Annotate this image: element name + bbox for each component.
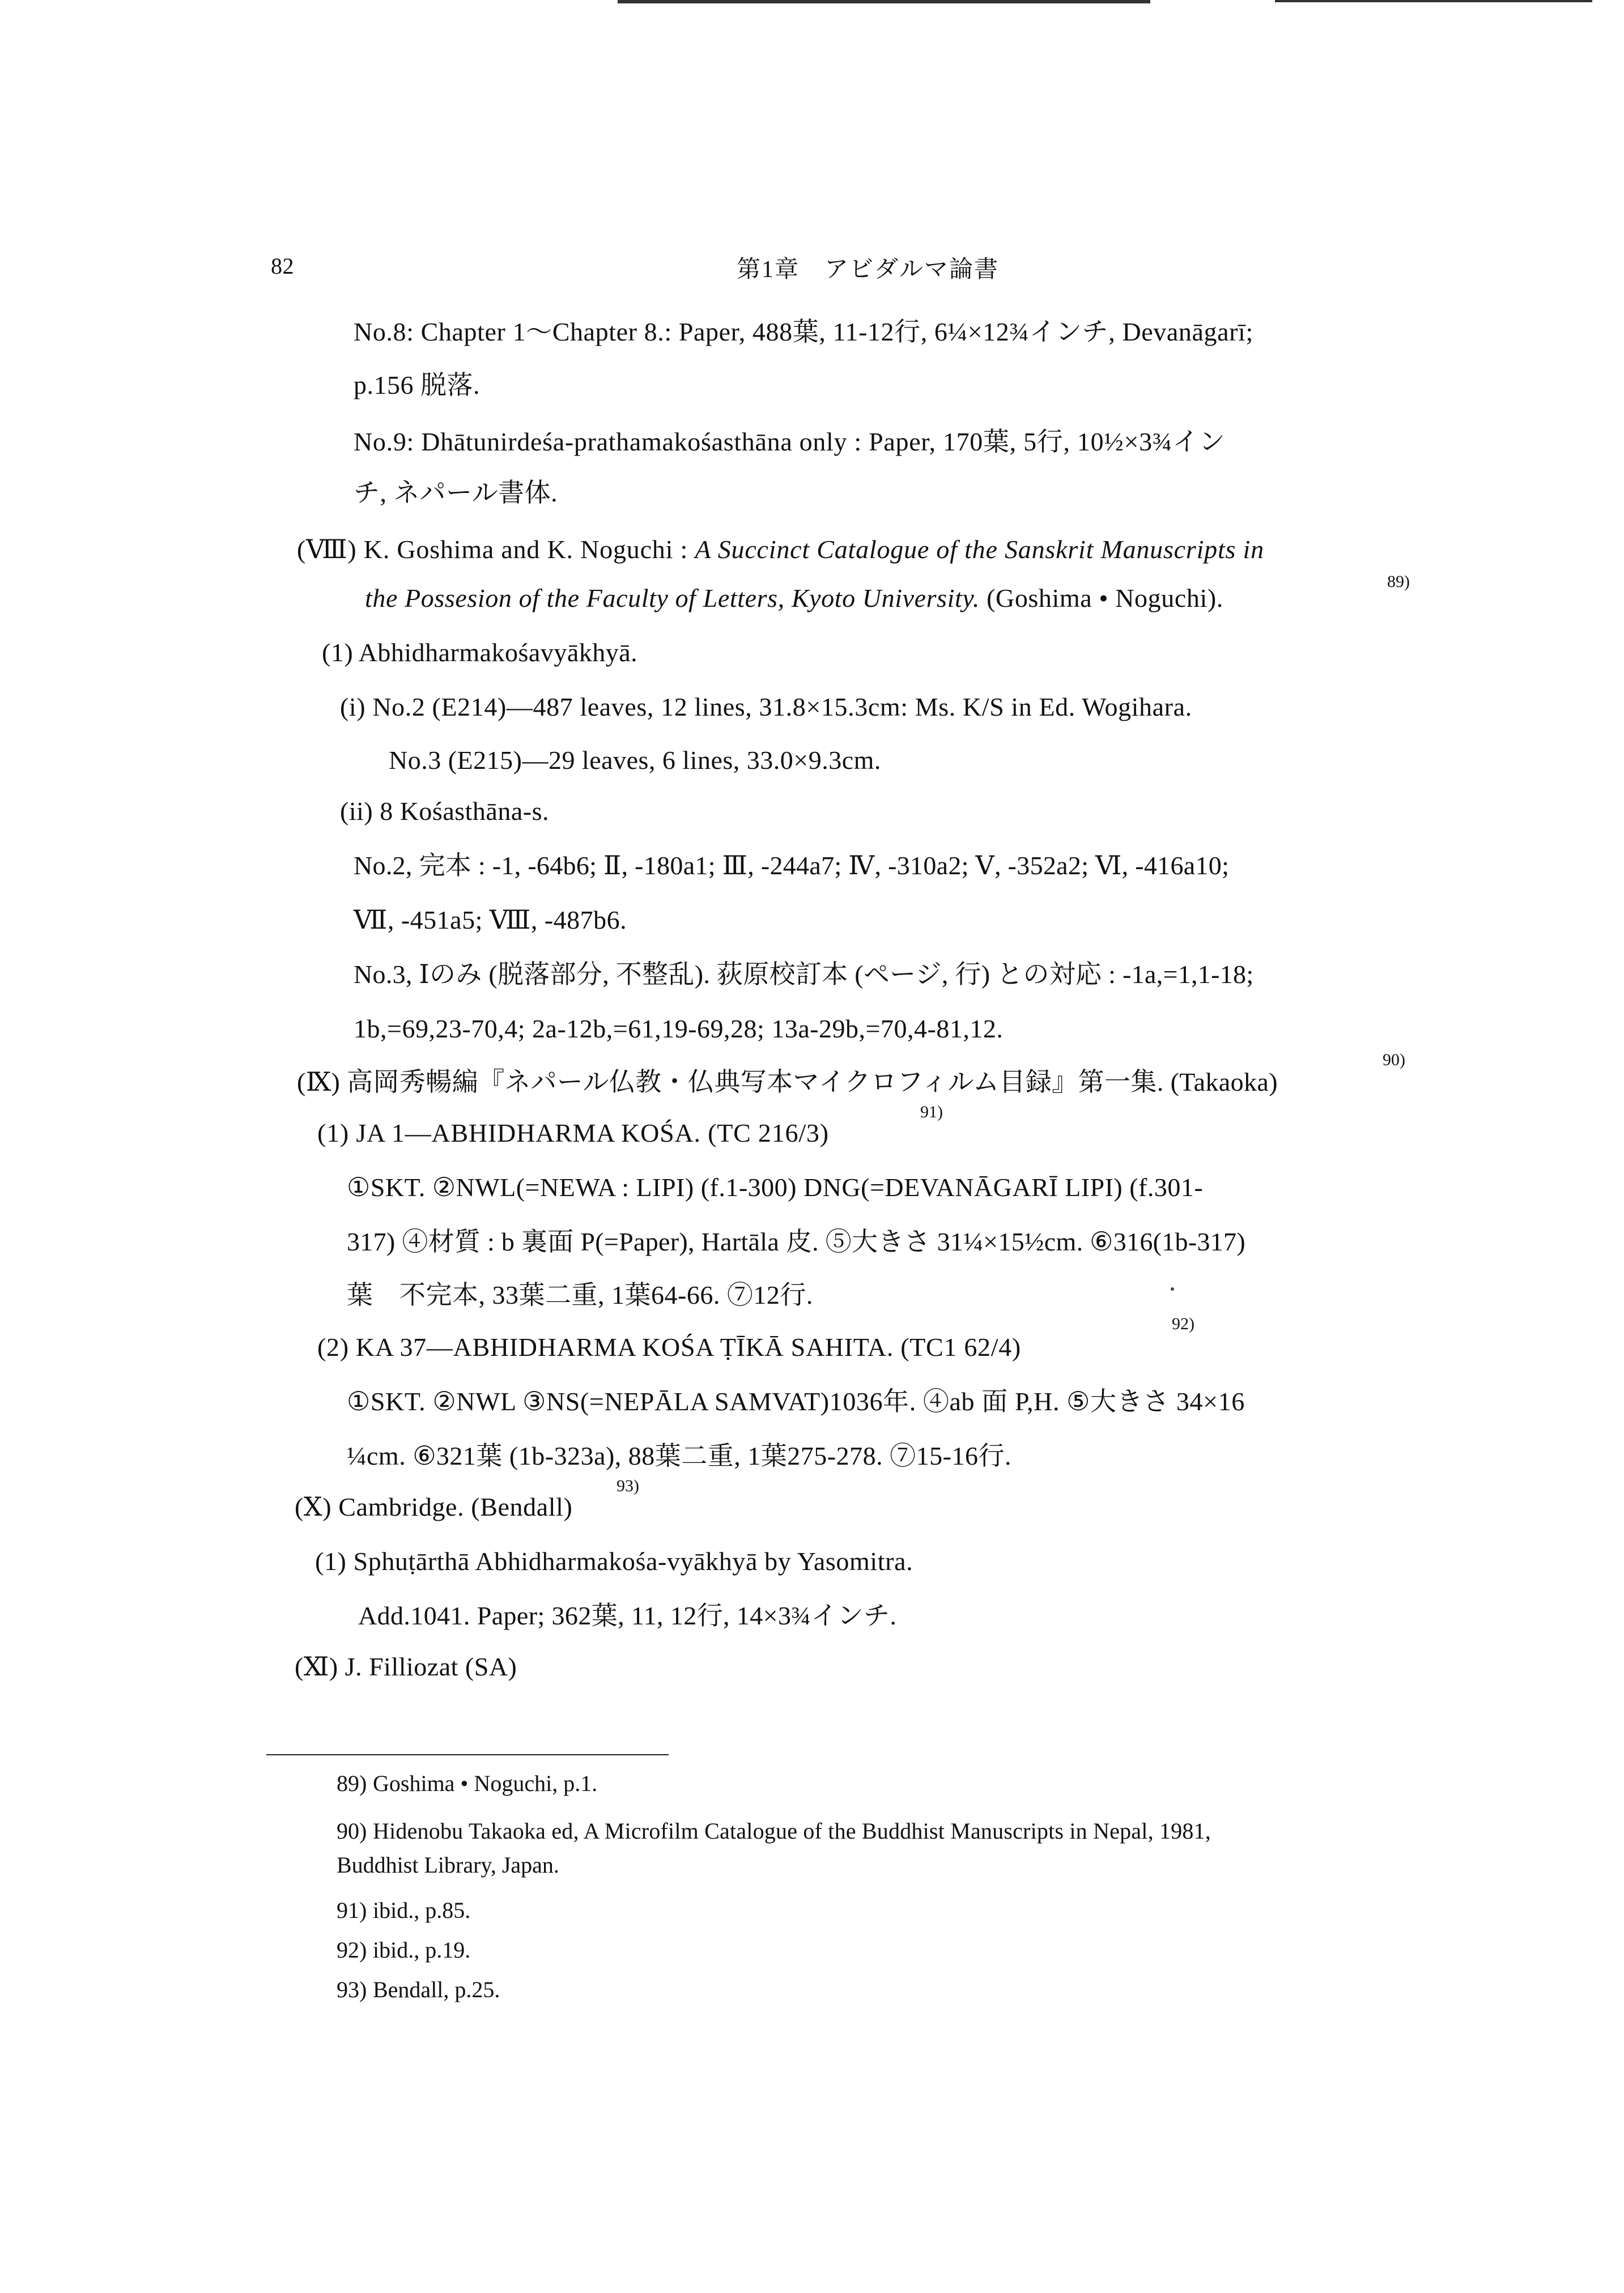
note-ref-90: 90)	[1383, 1050, 1405, 1069]
line-no3-correspondence: No.3, Ⅰのみ (脱落部分, 不整乱). 荻原校訂本 (ページ, 行) との対応 : -1a,=1,1-18;	[354, 960, 1254, 989]
section-viii-source: (Goshima • Noguchi).	[979, 584, 1223, 612]
ka37-line2: ¼cm. ⑥321葉 (1b-323a), 88葉二重, 1葉275-278. ⑦15-16行.	[347, 1441, 1011, 1470]
item-1-sphutartha: (1) Sphuṭārthā Abhidharmakośa-vyākhyā by Yasomitra.	[315, 1547, 913, 1576]
item-1-ja1: (1) JA 1—ABHIDHARMA KOŚA. (TC 216/3)	[317, 1118, 829, 1147]
note-ref-91: 91)	[920, 1103, 943, 1121]
page-number: 82	[271, 253, 294, 279]
footnote-rule	[266, 1754, 669, 1755]
line-folio-mapping: 1b,=69,23-70,4; 2a-12b,=61,19-69,28; 13a-29b,=70,4-81,12.	[354, 1014, 1004, 1043]
line-no9: No.9: Dhātunirdeśa-prathamakośasthāna only : Paper, 170葉, 5行, 10½×3¾イン	[354, 427, 1226, 456]
section-viii-title-cont: the Possesion of the Faculty of Letters, Kyoto University.	[365, 584, 980, 612]
running-title: 第1章 アビダルマ論書	[737, 257, 1000, 283]
section-ix-heading: (Ⅸ) 高岡秀暢編『ネパール仏教・仏典写本マイクロフィルム目録』第一集. (Takaoka)	[297, 1067, 1278, 1096]
footnote-89-num: 89)	[337, 1771, 367, 1796]
item-ii-kosasthana: (ii) 8 Kośasthāna-s.	[340, 797, 549, 826]
line-nepal-script: チ, ネパール書体.	[354, 478, 558, 507]
section-viii-authors: (Ⅷ) K. Goshima and K. Noguchi :	[297, 535, 695, 564]
section-x-heading: (Ⅹ) Cambridge. (Bendall)	[295, 1492, 573, 1521]
footnote-92-num: 92)	[337, 1937, 367, 1963]
footnote-91-text: ibid., p.85.	[373, 1898, 471, 1923]
ja1-line1: ①SKT. ②NWL(=NEWA : LIPI) (f.1-300) DNG(=DEVANĀGARĪ LIPI) (f.301-	[347, 1173, 1204, 1202]
footnote-93-num: 93)	[337, 1977, 367, 2002]
footnote-93-text: Bendall, p.25.	[373, 1977, 500, 2002]
section-xi-heading: (Ⅺ) J. Filliozat (SA)	[295, 1652, 517, 1681]
line-vii-viii: Ⅶ, -451a5; Ⅷ, -487b6.	[354, 905, 627, 934]
section-viii-heading	[297, 533, 1264, 567]
note-ref-93: 93)	[617, 1477, 639, 1495]
footnote-89-text: Goshima • Noguchi, p.1.	[373, 1771, 598, 1796]
item-1-vyakhya: (1) Abhidharmakośavyākhyā.	[322, 638, 638, 667]
item-2-ka37: (2) KA 37—ABHIDHARMA KOŚA ṬĪKĀ SAHITA. (TC1 62/4)	[317, 1333, 1021, 1362]
footnote-90-cont: Buddhist Library, Japan.	[337, 1852, 559, 1878]
line-p156: p.156 脱落.	[354, 371, 480, 399]
ja1-line2: 317) ④材質 : b 裏面 P(=Paper), Hartāla 皮. ⑤大きさ 31¼×15½cm. ⑥316(1b-317)	[347, 1227, 1245, 1256]
note-ref-89: 89)	[1387, 572, 1410, 591]
note-ref-92: 92)	[1172, 1314, 1194, 1333]
line-no8: No.8: Chapter 1〜Chapter 8.: Paper, 488葉, 11-12行, 6¼×12¾インチ, Devanāgarī;	[354, 317, 1253, 346]
ja1-line3: 葉 不完本, 33葉二重, 1葉64-66. ⑦12行.	[347, 1280, 813, 1309]
line-no2-complete: No.2, 完本 : -1, -64b6; Ⅱ, -180a1; Ⅲ, -244a7; Ⅳ, -310a2; Ⅴ, -352a2; Ⅵ, -416a10;	[354, 851, 1230, 880]
section-viii-line2	[365, 581, 1223, 615]
scan-edge-top-2	[1275, 0, 1592, 2]
footnote-92-text: ibid., p.19.	[373, 1937, 471, 1963]
item-i-no2: (i) No.2 (E214)—487 leaves, 12 lines, 31.8×15.3cm: Ms. K/S in Ed. Wogihara.	[340, 692, 1192, 721]
scan-edge-top	[618, 0, 1150, 3]
stray-mark	[1171, 1287, 1174, 1291]
footnote-90-text: Hidenobu Takaoka ed, A Microfilm Catalogue of the Buddhist Manuscripts in Nepal, 1981,	[373, 1818, 1211, 1844]
ka37-line1: ①SKT. ②NWL ③NS(=NEPĀLA SAMVAT)1036年. ④ab 面 P,H. ⑤大きさ 34×16	[347, 1387, 1245, 1416]
section-viii-title: A Succinct Catalogue of the Sanskrit Manuscripts in	[695, 535, 1264, 564]
line-add1041: Add.1041. Paper; 362葉, 11, 12行, 14×3¾インチ.	[358, 1601, 897, 1630]
item-i-no3: No.3 (E215)—29 leaves, 6 lines, 33.0×9.3cm.	[389, 746, 881, 775]
footnote-90-num: 90)	[337, 1818, 367, 1844]
footnote-91-num: 91)	[337, 1898, 367, 1923]
